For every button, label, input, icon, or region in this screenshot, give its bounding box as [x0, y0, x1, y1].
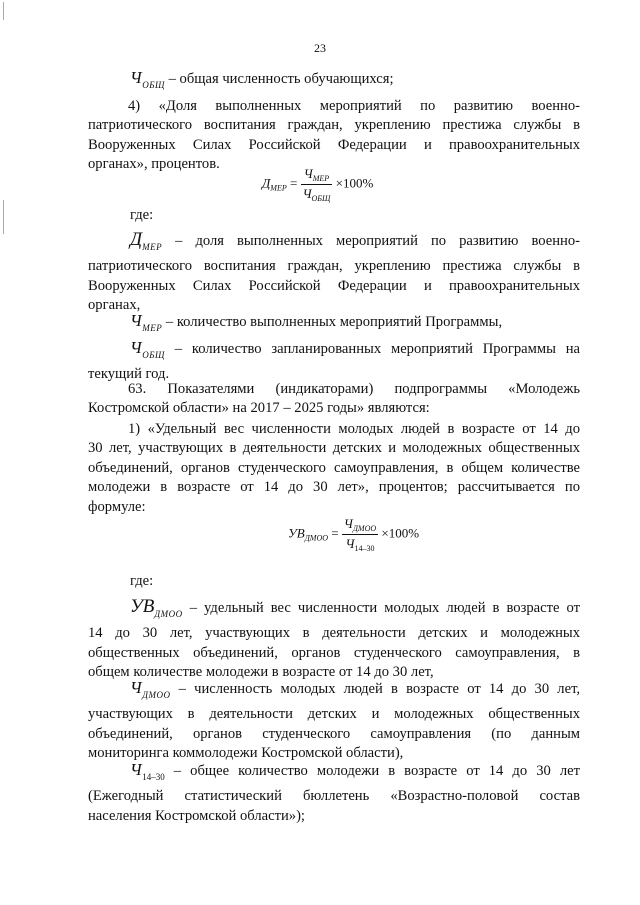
- definition-ch-obshch-total: $Ч_{ОБЩ}$ – общая численность обучающихся;: [130, 68, 394, 90]
- item-1-paragraph: 1) «Удельный вес численности молодых людей в возрасте от 14 до 30 лет, участвующих в деятельности детских и молодежных общественных объединений, органов студенческого самоуправления, в общем количестве молодежи в возрасте от 14 до 30 лет», процентов; рассчитывается по формуле:: [88, 421, 580, 515]
- paragraph-63: 63. Показателями (индикаторами) подпрограммы «Молодежь Костромской области» на 2017 – 2025 годы» являются:: [88, 381, 580, 417]
- item-4-paragraph: 4) «Доля выполненных мероприятий по развитию военно- патриотического воспитания граждан, укреплению престижа службы в Вооруженных Силах Российской Федерации и правоохранительных органах», процентов.: [88, 98, 580, 173]
- definition-d-mer: $Д_{МЕР}$ – доля выполненных мероприятий по развитию военно- патриотического воспитания граждан, укреплению престижа службы в Вооруженных Силах Российской Федерации и правоохранительных органах,: [88, 229, 580, 314]
- definition-ch-14-30: $Ч_{14-30}$ – общее количество молодежи в возрасте от 14 до 30 лет (Ежегодный статистический бюллетень «Возрастно-половой состав населения Костромской области»);: [88, 760, 580, 824]
- gde-label-1: где:: [130, 207, 154, 223]
- definition-ch-dmoo: $Ч_{ДМОО}$ – численность молодых людей в возрасте от 14 до 30 лет, участвующих в деятельности детских и молодежных общественных объединений, органов студенческого самоуправления (по данным мониторинга коммолодежи Костромской области),: [88, 678, 580, 762]
- formula-fraction: $\frac{Ч_{МЕР}}{Ч_{ОБЩ}}$: [302, 166, 331, 203]
- scan-margin-mark: [3, 200, 4, 234]
- page-number: 23: [314, 41, 326, 55]
- definition-uv-dmoo: $УВ_{ДМОО}$ – удельный вес численности молодых людей в возрасте от 14 до 30 лет, участвующих в деятельности детских и молодежных общественных объединений, органов студенческого самоуправления, в общем количестве молодежи в возрасте от 14 до 30 лет,: [88, 596, 580, 681]
- gde-label-2: где:: [130, 573, 154, 589]
- formula-fraction: $\frac{Ч_{ДМОО}}{Ч_{14-30}}$: [343, 516, 377, 553]
- definition-ch-obshch-planned: $Ч_{ОБЩ}$ – количество запланированных мероприятий Программы на текущий год.: [88, 338, 581, 383]
- scan-margin-mark: [3, 2, 4, 20]
- formula-uv-dmoo: $УВ_{ДМОО}$ = $\frac{Ч_{ДМОО}}{Ч_{14-30}}$ ×100%: [288, 516, 420, 553]
- definition-ch-mer: $Ч_{МЕР}$ – количество выполненных мероприятий Программы,: [130, 311, 503, 333]
- formula-d-mer: $Д_{МЕР}$ = $\frac{Ч_{МЕР}}{Ч_{ОБЩ}}$ ×100%: [262, 166, 374, 203]
